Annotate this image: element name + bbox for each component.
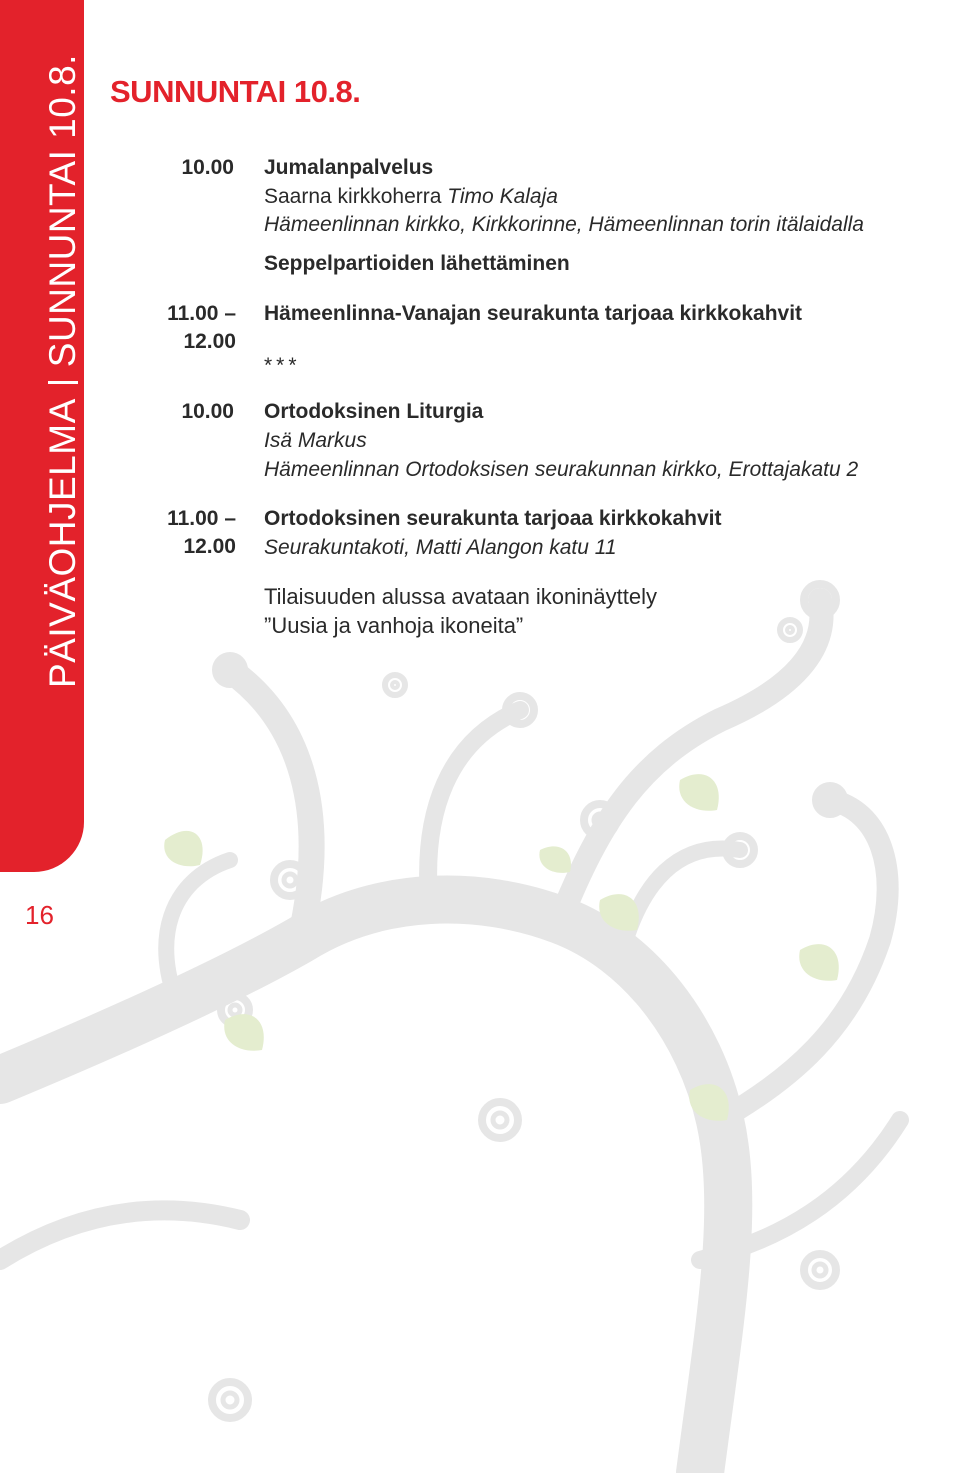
separator: *** [264, 354, 301, 377]
branch-left [230, 670, 312, 940]
event-preacher [264, 183, 558, 211]
branch-right [560, 600, 822, 920]
preacher-name: Timo Kalaja [447, 185, 558, 208]
event-time: 11.00 – 12.00 [167, 507, 236, 558]
preacher-label: Saarna kirkkoherra [264, 185, 448, 208]
page-title: SUNNUNTAI 10.8. [110, 74, 361, 109]
event-title: Jumalanpalvelus [264, 156, 434, 179]
event-time: 10.00 [181, 156, 234, 179]
event-time: 11.00 – 12.00 [167, 302, 236, 353]
event-title: Ortodoksinen Liturgia [264, 400, 484, 423]
event-location: Hämeenlinnan kirkko, Kirkkorinne, Hämeenlinnan torin itälaidalla [264, 213, 864, 236]
event-location: Hämeenlinnan Ortodoksisen seurakunnan kirkko, Erottajakatu 2 [264, 458, 859, 481]
tree-illustration [0, 560, 960, 1473]
event-title: Ortodoksinen seurakunta tarjoaa kirkkokahvit [264, 507, 722, 530]
branch-bottom-left [0, 1210, 240, 1260]
event-time: 10.00 [181, 400, 234, 423]
event-title: Hämeenlinna-Vanajan seurakunta tarjoaa kirkkokahvit [264, 302, 803, 325]
event-priest: Isä Markus [264, 429, 367, 452]
event-location: Seurakuntakoti, Matti Alangon katu 11 [264, 536, 617, 559]
exhibition-title: ”Uusia ja vanhoja ikoneita” [264, 613, 524, 638]
sidebar-divider [48, 381, 78, 384]
trunk-branch [0, 900, 728, 1473]
sidebar-label-day: SUNNUNTAI 10.8. [42, 54, 83, 368]
event-subtitle: Seppelpartioiden lähettäminen [264, 252, 570, 275]
page-number: 16 [25, 900, 54, 930]
sidebar-label-program: PÄIVÄOHJELMA [42, 398, 83, 688]
exhibition-note: Tilaisuuden alussa avataan ikoninäyttely [264, 584, 657, 609]
